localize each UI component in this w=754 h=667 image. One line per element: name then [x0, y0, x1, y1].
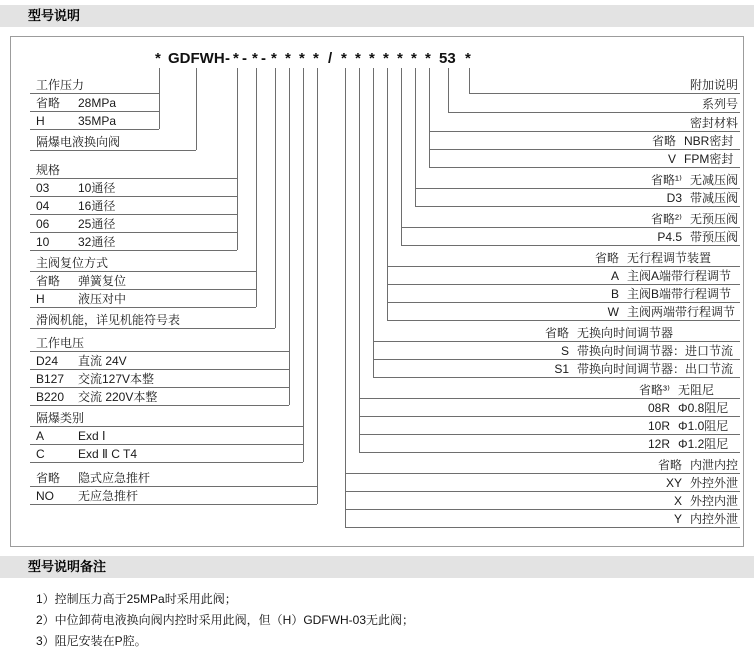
- option-desc: Φ0.8阻尼: [678, 401, 729, 415]
- option-code: Y: [673, 512, 682, 526]
- left-group-header-row: [30, 333, 289, 352]
- option-code: C: [36, 447, 45, 461]
- option-desc: 弹簧复位: [78, 274, 127, 288]
- option-desc: 外控内泄: [690, 494, 739, 508]
- model-code-part: *: [341, 50, 347, 67]
- right-option-row: [359, 434, 741, 453]
- left-option-row: [30, 486, 317, 505]
- model-code-part: *: [355, 50, 361, 67]
- connector-line: [159, 68, 160, 129]
- option-code: 省略¹⁾: [651, 173, 682, 187]
- right-option-row: [345, 455, 741, 474]
- option-code: 08R: [647, 401, 670, 415]
- left-option-row: [30, 196, 237, 215]
- option-desc: 直流 24V: [78, 354, 127, 368]
- left-group-header-row: [30, 75, 159, 94]
- option-code: 省略: [36, 471, 61, 485]
- connector-line: [345, 68, 346, 527]
- model-code-part: *: [397, 50, 403, 67]
- option-code: 省略²⁾: [651, 212, 682, 226]
- connector-line: [429, 68, 430, 167]
- option-code: 12R: [647, 437, 670, 451]
- option-code: B220: [36, 390, 65, 404]
- notes-title: 型号说明备注: [28, 559, 107, 574]
- right-option-row: [387, 248, 741, 267]
- option-desc: 液压对中: [78, 292, 127, 306]
- option-desc: Φ1.2阻尼: [678, 437, 729, 451]
- option-desc: 无预压阀: [690, 212, 739, 226]
- model-code-part: *: [271, 50, 277, 67]
- model-code-part: *: [465, 50, 471, 67]
- option-desc: 交流127V本整: [78, 372, 155, 386]
- left-group-header-row: [30, 160, 237, 179]
- right-option-row: [429, 131, 741, 150]
- option-code: 省略: [36, 274, 61, 288]
- option-code: A: [610, 269, 619, 283]
- model-code-part: *: [369, 50, 375, 67]
- row-label: 工作压力: [36, 78, 85, 92]
- notes-header-bar: [0, 556, 754, 578]
- right-option-row: [373, 359, 741, 378]
- section-title: 型号说明: [28, 8, 81, 23]
- model-code-part: -: [242, 50, 247, 67]
- option-code: P4.5: [657, 230, 682, 244]
- right-option-row: [401, 227, 741, 246]
- connector-line: [448, 68, 449, 112]
- option-code: 10: [36, 235, 50, 249]
- option-desc: 带预压阀: [690, 230, 739, 244]
- model-code-part: *: [299, 50, 305, 67]
- option-desc: Exd Ⅰ: [78, 429, 106, 443]
- left-option-row: [30, 444, 303, 463]
- right-group-header-row: [469, 75, 741, 94]
- option-desc: 35MPa: [78, 114, 117, 128]
- option-desc: 内泄内控: [690, 458, 739, 472]
- option-desc: 28MPa: [78, 96, 117, 110]
- connector-line: [359, 68, 360, 452]
- option-code: 省略: [594, 251, 619, 265]
- option-code: S: [560, 344, 569, 358]
- model-code-part: *: [411, 50, 417, 67]
- option-code: B: [610, 287, 619, 301]
- row-label: 密封材料: [689, 116, 738, 130]
- option-code: S1: [554, 362, 569, 376]
- option-code: B127: [36, 372, 65, 386]
- option-code: D3: [666, 191, 682, 205]
- option-code: 06: [36, 217, 50, 231]
- model-code-part: *: [383, 50, 389, 67]
- right-group-header-row: [429, 113, 741, 132]
- row-label: 系列号: [701, 97, 738, 111]
- left-group-header-row: [30, 310, 275, 329]
- option-desc: 16通径: [78, 199, 116, 213]
- left-option-row: [30, 111, 159, 130]
- model-code-part: *: [155, 50, 161, 67]
- left-option-row: [30, 271, 256, 290]
- option-code: H: [36, 292, 45, 306]
- row-label: 工作电压: [36, 336, 85, 350]
- right-option-row: [387, 266, 741, 285]
- row-label: 隔爆电液换向阀: [36, 135, 121, 149]
- option-desc: Exd Ⅱ C T4: [78, 447, 138, 461]
- option-desc: 交流 220V本整: [78, 390, 158, 404]
- connector-line: [303, 68, 304, 462]
- option-desc: 隐式应急推杆: [78, 471, 151, 485]
- option-desc: 带换向时间调节器：进口节流: [577, 344, 734, 358]
- row-label: 规格: [36, 163, 61, 177]
- row-label: 隔爆类别: [36, 411, 85, 425]
- right-option-row: [345, 491, 741, 510]
- option-code: 省略: [36, 96, 61, 110]
- left-option-row: [30, 387, 289, 406]
- row-label: 附加说明: [689, 78, 738, 92]
- left-option-row: [30, 468, 317, 487]
- option-desc: NBR密封: [684, 134, 734, 148]
- option-code: 省略: [651, 134, 676, 148]
- left-option-row: [30, 232, 237, 251]
- option-desc: FPM密封: [684, 152, 734, 166]
- row-label: 主阀复位方式: [36, 256, 109, 270]
- option-desc: 25通径: [78, 217, 116, 231]
- option-desc: 10通径: [78, 181, 116, 195]
- option-code: 03: [36, 181, 50, 195]
- right-option-row: [415, 170, 741, 189]
- left-group-header-row: [30, 132, 196, 151]
- left-option-row: [30, 289, 256, 308]
- right-option-row: [345, 509, 741, 528]
- model-code-part: -: [225, 50, 230, 67]
- option-desc: Φ1.0阻尼: [678, 419, 729, 433]
- model-code-part: GDFWH: [168, 50, 225, 67]
- model-code-part: *: [285, 50, 291, 67]
- left-option-row: [30, 178, 237, 197]
- connector-line: [387, 68, 388, 320]
- connector-line: [196, 68, 197, 150]
- left-option-row: [30, 426, 303, 445]
- left-option-row: [30, 214, 237, 233]
- option-code: W: [607, 305, 619, 319]
- right-option-row: [373, 341, 741, 360]
- note-line: 3）阻尼安装在P腔。: [36, 634, 147, 648]
- connector-line: [237, 68, 238, 250]
- option-code: V: [667, 152, 676, 166]
- option-code: 04: [36, 199, 50, 213]
- right-option-row: [401, 209, 741, 228]
- left-group-header-row: [30, 253, 256, 272]
- connector-line: [469, 68, 470, 93]
- connector-line: [373, 68, 374, 377]
- option-desc: 无减压阀: [690, 173, 739, 187]
- left-option-row: [30, 369, 289, 388]
- right-option-row: [387, 284, 741, 303]
- option-desc: 内控外泄: [690, 512, 739, 526]
- right-option-row: [359, 380, 741, 399]
- connector-line: [256, 68, 257, 307]
- right-option-row: [359, 416, 741, 435]
- left-option-row: [30, 351, 289, 370]
- option-code: 省略: [657, 458, 682, 472]
- option-desc: 带减压阀: [690, 191, 739, 205]
- option-code: D24: [36, 354, 59, 368]
- model-code-part: *: [233, 50, 239, 67]
- right-option-row: [359, 398, 741, 417]
- note-line: 1）控制压力高于25MPa时采用此阀；: [36, 592, 237, 606]
- option-code: XY: [665, 476, 682, 490]
- connector-line: [289, 68, 290, 405]
- row-label: 滑阀机能，详见机能符号表: [36, 313, 181, 327]
- model-code-part: *: [425, 50, 431, 67]
- note-line: 2）中位卸荷电液换向阀内控时采用此阀，但（H）GDFWH-03无此阀；: [36, 613, 415, 627]
- right-option-row: [429, 149, 741, 168]
- option-code: 省略³⁾: [639, 383, 670, 397]
- right-option-row: [387, 302, 741, 321]
- right-option-row: [373, 323, 741, 342]
- left-option-row: [30, 93, 159, 112]
- model-code-part: *: [252, 50, 258, 67]
- connector-line: [275, 68, 276, 328]
- option-desc: 无行程调节装置: [627, 251, 712, 265]
- option-code: A: [36, 429, 45, 443]
- option-desc: 带换向时间调节器：出口节流: [577, 362, 734, 376]
- option-desc: 无应急推杆: [78, 489, 139, 503]
- option-desc: 无阻尼: [678, 383, 715, 397]
- right-option-row: [415, 188, 741, 207]
- model-code-part: 53: [439, 50, 456, 67]
- option-desc: 无换向时间调节器: [577, 326, 674, 340]
- option-code: 10R: [647, 419, 670, 433]
- model-code-part: /: [328, 50, 333, 67]
- left-group-header-row: [30, 408, 303, 427]
- connector-line: [415, 68, 416, 206]
- option-code: X: [673, 494, 682, 508]
- option-code: 省略: [544, 326, 569, 340]
- right-option-row: [345, 473, 741, 492]
- option-desc: 外控外泄: [690, 476, 739, 490]
- model-code-part: *: [313, 50, 319, 67]
- option-desc: 主阀A端带行程调节: [627, 269, 732, 283]
- option-desc: 主阀B端带行程调节: [627, 287, 732, 301]
- connector-line: [317, 68, 318, 504]
- option-desc: 32通径: [78, 235, 116, 249]
- section-header-bar: [0, 5, 754, 27]
- option-desc: 主阀两端带行程调节: [627, 305, 736, 319]
- option-code: NO: [36, 489, 54, 503]
- connector-line: [401, 68, 402, 245]
- right-group-header-row: [448, 94, 740, 113]
- model-code-part: -: [261, 50, 266, 67]
- option-code: H: [36, 114, 45, 128]
